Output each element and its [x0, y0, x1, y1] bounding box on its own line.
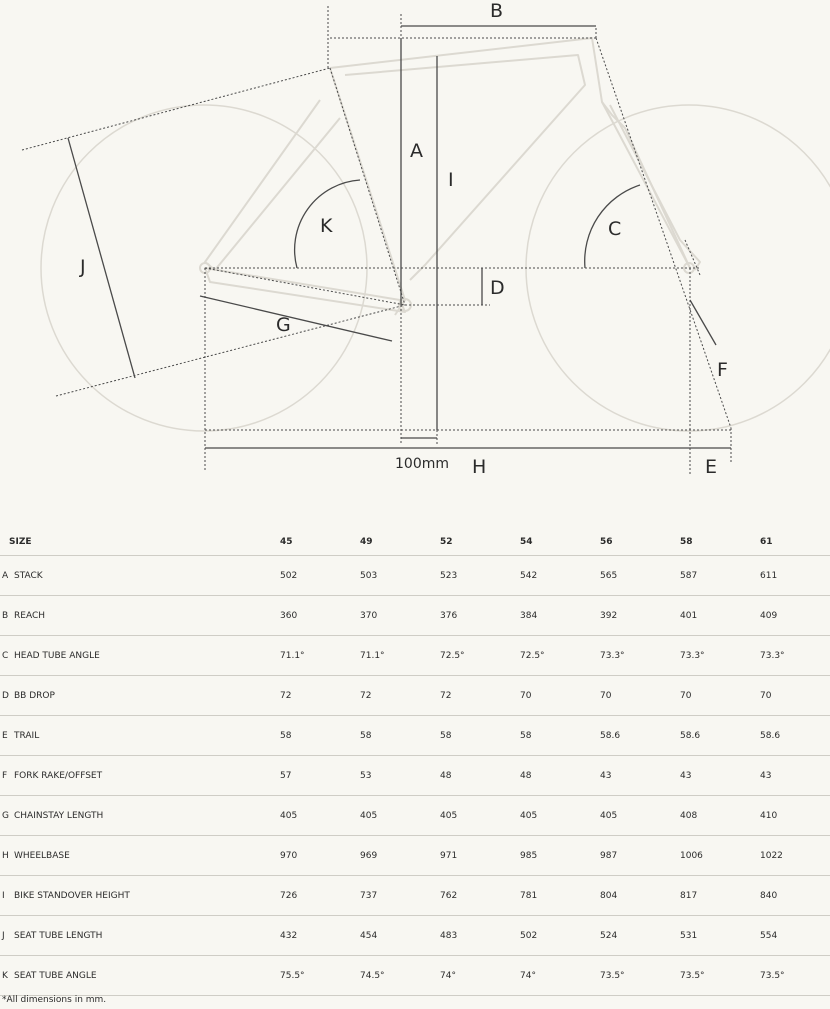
table-cell: 370	[360, 596, 440, 636]
table-row	[0, 836, 830, 876]
table-row	[0, 916, 830, 956]
label-h: H	[472, 456, 487, 478]
table-row	[0, 876, 830, 916]
table-cell: 409	[760, 596, 830, 636]
size-col: 45	[280, 528, 360, 556]
row-letter: I	[2, 890, 5, 901]
row-label-cell	[0, 876, 280, 916]
row-label-cell	[0, 676, 280, 716]
dim-j	[68, 138, 135, 378]
table-cell: 48	[520, 756, 600, 796]
table-cell: 971	[440, 836, 520, 876]
table-cell: 48	[440, 756, 520, 796]
table-row	[0, 556, 830, 596]
table-cell: 1022	[760, 836, 830, 876]
table-cell: 970	[280, 836, 360, 876]
row-letter: C	[2, 650, 9, 661]
dim-f	[690, 300, 716, 345]
row-label-cell	[0, 956, 280, 996]
table-cell: 70	[680, 676, 760, 716]
row-label: HEAD TUBE ANGLE	[14, 650, 100, 661]
table-cell: 53	[360, 756, 440, 796]
table-cell: 376	[440, 596, 520, 636]
label-k: K	[320, 215, 333, 237]
table-cell: 58	[440, 716, 520, 756]
table-cell: 483	[440, 916, 520, 956]
table-cell: 43	[600, 756, 680, 796]
table-cell: 71.1°	[280, 636, 360, 676]
footnote: *All dimensions in mm.	[2, 995, 107, 1005]
row-label: TRAIL	[14, 730, 40, 741]
row-label: BIKE STANDOVER HEIGHT	[14, 890, 130, 901]
table-cell: 73.3°	[760, 636, 830, 676]
label-j: J	[80, 256, 86, 278]
table-cell: 72	[280, 676, 360, 716]
table-cell: 410	[760, 796, 830, 836]
row-label-cell	[0, 556, 280, 596]
row-label-cell	[0, 756, 280, 796]
table-row	[0, 796, 830, 836]
row-label: FORK RAKE/OFFSET	[14, 770, 103, 781]
table-cell: 523	[440, 556, 520, 596]
label-g: G	[276, 314, 291, 336]
table-cell: 524	[600, 916, 680, 956]
table-cell: 987	[600, 836, 680, 876]
table-cell: 73.3°	[680, 636, 760, 676]
label-a: A	[410, 140, 423, 162]
table-cell: 74.5°	[360, 956, 440, 996]
table-cell: 531	[680, 916, 760, 956]
table-cell: 781	[520, 876, 600, 916]
table-cell: 58	[520, 716, 600, 756]
row-label: SEAT TUBE ANGLE	[14, 970, 97, 981]
table-cell: 405	[600, 796, 680, 836]
table-cell: 817	[680, 876, 760, 916]
table-cell: 1006	[680, 836, 760, 876]
table-cell: 43	[680, 756, 760, 796]
label-i: I	[448, 169, 454, 191]
row-label: CHAINSTAY LENGTH	[14, 810, 104, 821]
table-cell: 503	[360, 556, 440, 596]
table-cell: 401	[680, 596, 760, 636]
row-letter: G	[2, 810, 9, 821]
row-label: REACH	[14, 610, 45, 621]
table-cell: 43	[760, 756, 830, 796]
table-cell: 804	[600, 876, 680, 916]
table-cell: 75.5°	[280, 956, 360, 996]
size-col: 56	[600, 528, 680, 556]
row-label-cell	[0, 916, 280, 956]
table-cell: 611	[760, 556, 830, 596]
table-cell: 74°	[520, 956, 600, 996]
table-cell: 384	[520, 596, 600, 636]
table-row	[0, 956, 830, 996]
table-cell: 554	[760, 916, 830, 956]
table-cell: 565	[600, 556, 680, 596]
table-cell: 737	[360, 876, 440, 916]
row-letter: E	[2, 730, 8, 741]
size-col: 52	[440, 528, 520, 556]
table-row	[0, 716, 830, 756]
size-col: 58	[680, 528, 760, 556]
table-row	[0, 596, 830, 636]
row-letter: J	[2, 930, 5, 941]
table-cell: 72.5°	[440, 636, 520, 676]
size-col: 49	[360, 528, 440, 556]
row-label: SEAT TUBE LENGTH	[14, 930, 103, 941]
size-header-row	[0, 528, 830, 556]
table-cell: 70	[520, 676, 600, 716]
table-cell: 72	[360, 676, 440, 716]
table-cell: 73.3°	[600, 636, 680, 676]
row-letter: D	[2, 690, 9, 701]
label-100mm: 100mm	[395, 456, 449, 472]
row-label-cell	[0, 796, 280, 836]
table-cell: 502	[280, 556, 360, 596]
table-cell: 762	[440, 876, 520, 916]
table-cell: 405	[360, 796, 440, 836]
label-b: B	[490, 0, 504, 22]
table-cell: 985	[520, 836, 600, 876]
table-cell: 70	[600, 676, 680, 716]
table-cell: 454	[360, 916, 440, 956]
table-cell: 726	[280, 876, 360, 916]
row-label: WHEELBASE	[14, 850, 70, 861]
row-label: BB DROP	[14, 690, 55, 701]
table-cell: 542	[520, 556, 600, 596]
row-letter: H	[2, 850, 9, 861]
construction-lines	[22, 6, 731, 475]
size-col: 54	[520, 528, 600, 556]
table-cell: 408	[680, 796, 760, 836]
label-e: E	[705, 456, 718, 478]
table-cell: 58	[360, 716, 440, 756]
row-letter: F	[2, 770, 8, 781]
table-cell: 360	[280, 596, 360, 636]
row-letter: K	[2, 970, 8, 981]
table-cell: 969	[360, 836, 440, 876]
table-cell: 840	[760, 876, 830, 916]
table-cell: 58.6	[680, 716, 760, 756]
table-cell: 72	[440, 676, 520, 716]
table-cell: 502	[520, 916, 600, 956]
table-row	[0, 676, 830, 716]
row-letter: B	[2, 610, 9, 621]
table-cell: 405	[280, 796, 360, 836]
table-cell: 72.5°	[520, 636, 600, 676]
label-d: D	[490, 277, 505, 299]
dimension-lines	[68, 26, 731, 448]
row-label-cell	[0, 716, 280, 756]
label-f: F	[717, 359, 728, 381]
table-cell: 74°	[440, 956, 520, 996]
table-cell: 70	[760, 676, 830, 716]
size-col: 61	[760, 528, 830, 556]
row-label-cell	[0, 636, 280, 676]
size-header: SIZE	[0, 528, 280, 556]
table-cell: 73.5°	[600, 956, 680, 996]
row-label: STACK	[14, 570, 43, 581]
table-cell: 587	[680, 556, 760, 596]
table-cell: 432	[280, 916, 360, 956]
table-cell: 58.6	[760, 716, 830, 756]
table-cell: 405	[440, 796, 520, 836]
row-label-cell	[0, 596, 280, 636]
table-cell: 392	[600, 596, 680, 636]
row-letter: A	[2, 570, 9, 581]
table-cell: 73.5°	[760, 956, 830, 996]
table-cell: 57	[280, 756, 360, 796]
table-row	[0, 756, 830, 796]
table-cell: 405	[520, 796, 600, 836]
table-cell: 73.5°	[680, 956, 760, 996]
label-c: C	[608, 218, 622, 240]
geometry-table	[0, 528, 830, 996]
table-cell: 58.6	[600, 716, 680, 756]
table-row	[0, 636, 830, 676]
row-label-cell	[0, 836, 280, 876]
table-cell: 58	[280, 716, 360, 756]
table-cell: 71.1°	[360, 636, 440, 676]
